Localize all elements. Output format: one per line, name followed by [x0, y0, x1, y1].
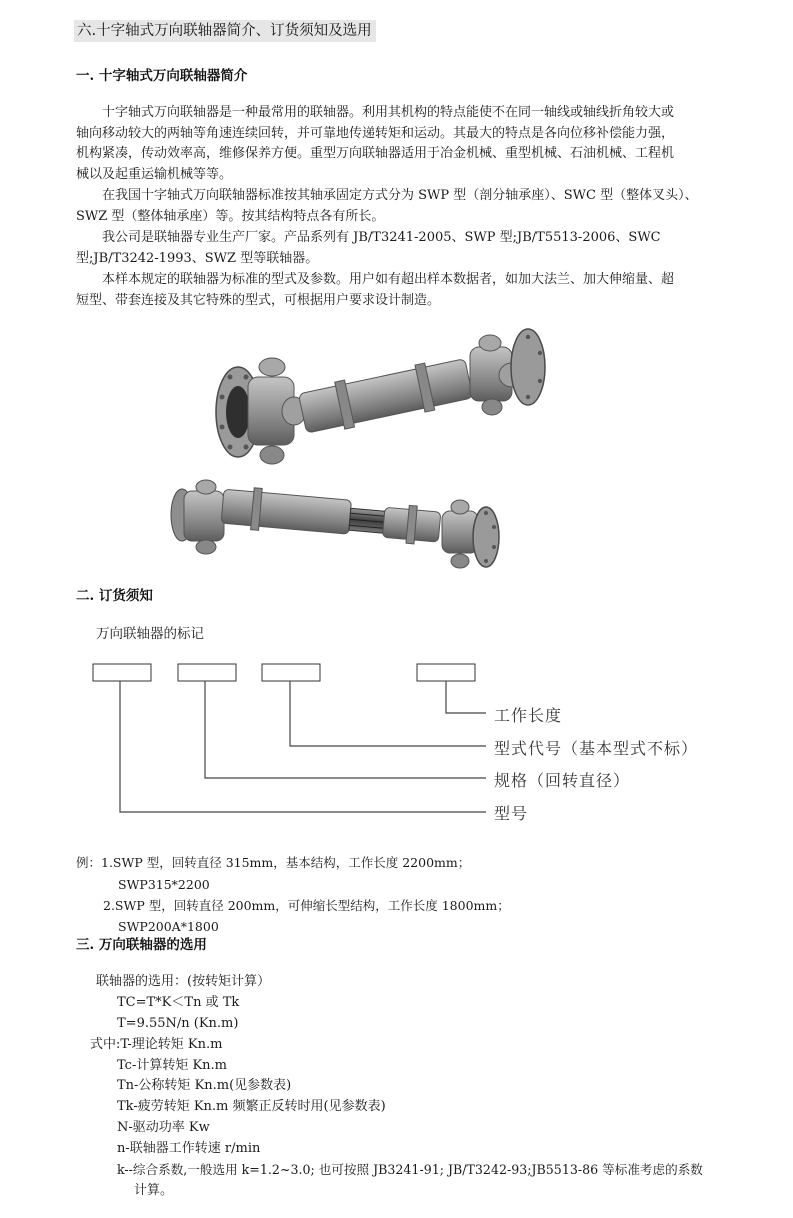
intro-paragraph-2: [76, 186, 719, 227]
def-k-cont: 计算。: [134, 1183, 174, 1198]
upper-coupling: [216, 329, 545, 464]
intro-paragraph-4: [76, 270, 719, 311]
formula-t: T=9.55N/n (Kn.m): [117, 1016, 239, 1031]
label-model: 型号: [494, 804, 529, 823]
text-line: 机构紧凑，传动效率高，维修保养方便。重型万向联轴器适用于冶金机械、重型机械、石油机械、工程机: [76, 146, 675, 162]
lower-coupling: [171, 480, 499, 568]
text-line: 型;JB/T3242-1993、SWZ 型等联轴器。: [76, 250, 319, 266]
label-type-code: 型式代号（基本型式不标）: [494, 739, 699, 758]
marking-box-length: [417, 664, 475, 681]
intro-paragraph-3: [76, 228, 719, 269]
label-specification: 规格（回转直径）: [494, 771, 631, 790]
text-line: 短型、带套连接及其它特殊的型式，可根据用户要求设计制造。: [76, 292, 441, 308]
example-2: 2.SWP 型，回转直径 200mm，可伸缩长型结构，工作长度 1800mm；: [103, 898, 510, 913]
formula-tc: TC=T*K＜Tn 或 Tk: [117, 995, 240, 1010]
example-2-code: SWP200A*1800: [118, 919, 219, 934]
text-line: 在我国十字轴式万向联轴器标准按其轴承固定方式分为 SWP 型（剖分轴承座）、SWC 型（整体叉头）、: [102, 188, 698, 203]
leader-line-spec: [205, 681, 486, 778]
coupling-product-image: [160, 315, 560, 585]
def-tk: Tk-疲劳转矩 Kn.m 频繁正反转时用(见参数表): [117, 1099, 386, 1114]
text-line: 本样本规定的联轴器为标准的型式及参数。用户如有超出样本数据者，如加大法兰、加大伸缩量、超: [102, 272, 675, 287]
example-1-code: SWP315*2200: [118, 877, 210, 892]
def-n-power: N-驱动功率 Kw: [117, 1120, 210, 1135]
intro-paragraph-1: [76, 103, 719, 186]
marking-title: 万向联轴器的标记: [96, 626, 204, 642]
section3-heading: 三. 万向联轴器的选用: [76, 937, 207, 953]
text-line: SWZ 型（整体轴承座）等。按其结构特点各有所长。: [76, 208, 385, 224]
page-title: 六.十字轴式万向联轴器简介、订货须知及选用: [74, 20, 376, 42]
def-k: k--综合系数,一般选用 k=1.2~3.0; 也可按照 JB3241-91; JB/T3242-93;JB5513-86 等标准考虑的系数: [117, 1162, 703, 1177]
example-1: 例：1.SWP 型，回转直径 315mm，基本结构，工作长度 2200mm；: [76, 855, 471, 870]
section2-heading: 二. 订货须知: [76, 588, 153, 604]
text-line: 我公司是联轴器专业生产厂家。产品系列有 JB/T3241-2005、SWP 型;JB/T5513-2006、SWC: [102, 230, 661, 245]
def-tc: Tc-计算转矩 Kn.m: [117, 1058, 228, 1073]
text-line: 十字轴式万向联轴器是一种最常用的联轴器。利用其机构的特点能使不在同一轴线或轴线折角较大或: [102, 105, 675, 120]
def-n-speed: n-联轴器工作转速 r/min: [117, 1141, 261, 1156]
def-t: 式中:T-理论转矩 Kn.m: [90, 1037, 223, 1052]
text-line: 械以及起重运输机械等等。: [76, 167, 233, 183]
marking-box-spec: [178, 664, 236, 681]
selection-intro: 联轴器的选用：(按转矩计算）: [96, 974, 271, 989]
marking-box-model: [93, 664, 151, 681]
section1-heading: 一. 十字轴式万向联轴器简介: [76, 68, 248, 84]
text-line: 轴向移动较大的两轴等角速连续回转，并可靠地传递转矩和运动。其最大的特点是各向位移补偿能力强，: [76, 125, 675, 141]
leader-line-length: [446, 681, 486, 713]
marking-box-type: [262, 664, 320, 681]
label-working-length: 工作长度: [494, 706, 563, 725]
def-tn: Tn-公称转矩 Kn.m(见参数表): [117, 1078, 292, 1093]
